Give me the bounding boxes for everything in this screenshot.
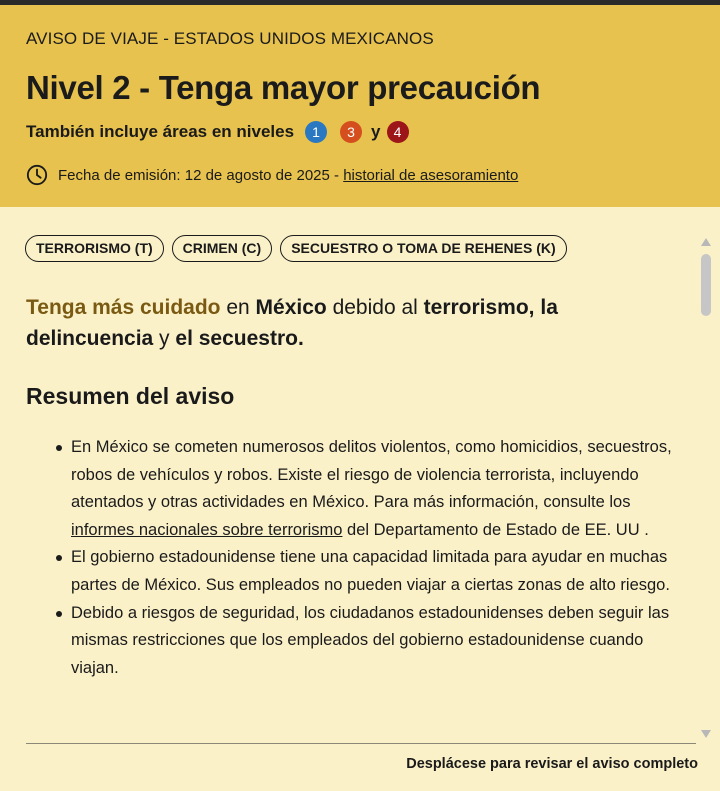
lead-risk-3: el secuestro. bbox=[175, 327, 304, 350]
scroll-down-arrow-icon[interactable] bbox=[701, 730, 711, 738]
list-item: Debido a riesgos de seguridad, los ciudadanos estadounidenses deben seguir las mismas restricciones que los empleados del gobierno estadounidense cuando viajan. bbox=[26, 600, 686, 683]
levels-prefix: También incluye áreas en niveles bbox=[26, 122, 295, 141]
bullet-1-post: del Departamento de Estado de EE. UU . bbox=[342, 520, 649, 539]
lead-text-2: debido al bbox=[326, 296, 424, 319]
tag-crime[interactable]: CRIMEN (C) bbox=[172, 235, 273, 262]
lead-risks: terrorismo, la delincuencia bbox=[26, 296, 558, 350]
tag-terrorism[interactable]: TERRORISMO (T) bbox=[25, 235, 164, 262]
list-item bbox=[26, 434, 686, 544]
history-link[interactable]: historial de asesoramiento bbox=[343, 166, 519, 184]
additional-levels bbox=[26, 121, 409, 143]
scroll-hint: Desplácese para revisar el aviso completo bbox=[406, 756, 698, 772]
level-3-badge: 3 bbox=[340, 121, 362, 143]
divider bbox=[26, 743, 696, 744]
advisory-header bbox=[0, 5, 720, 207]
lead-accent: Tenga más cuidado bbox=[26, 296, 221, 319]
lead-text-3: y bbox=[153, 327, 176, 350]
level-title: Nivel 2 - Tenga mayor precaución bbox=[26, 69, 541, 106]
level-1-badge: 1 bbox=[305, 121, 327, 143]
advisory-kicker: AVISO DE VIAJE - ESTADOS UNIDOS MEXICANOS bbox=[26, 29, 434, 48]
list-item: El gobierno estadounidense tiene una capacidad limitada para ayudar en muchas partes de México. Sus empleados no pueden viajar a ciertas zonas de alto riesgo. bbox=[26, 544, 686, 599]
risk-tags bbox=[25, 235, 575, 262]
summary-heading: Resumen del aviso bbox=[26, 383, 235, 409]
levels-and: y bbox=[371, 122, 381, 141]
lead-statement bbox=[26, 292, 686, 354]
bullet-1-pre: En México se cometen numerosos delitos violentos, como homicidios, secuestros, robos de vehículos y robos. Existe el riesgo de violencia terrorista, incluyendo atentados y otras actividades en México. Para más información, consulte los bbox=[71, 438, 672, 512]
tag-kidnapping[interactable]: SECUESTRO O TOMA DE REHENES (K) bbox=[280, 235, 566, 262]
terrorism-reports-link[interactable]: informes nacionales sobre terrorismo bbox=[71, 520, 343, 539]
summary-list bbox=[26, 434, 686, 682]
lead-text-1: en bbox=[220, 296, 256, 319]
scrollbar[interactable] bbox=[699, 236, 713, 744]
issue-date: Fecha de emisión: 12 de agosto de 2025 - bbox=[58, 166, 340, 184]
scrollbar-thumb[interactable] bbox=[701, 254, 711, 316]
lead-country: México bbox=[255, 296, 327, 319]
issue-date-row bbox=[26, 164, 518, 186]
scroll-up-arrow-icon[interactable] bbox=[701, 238, 711, 246]
level-4-badge: 4 bbox=[387, 121, 409, 143]
clock-icon bbox=[26, 164, 48, 186]
